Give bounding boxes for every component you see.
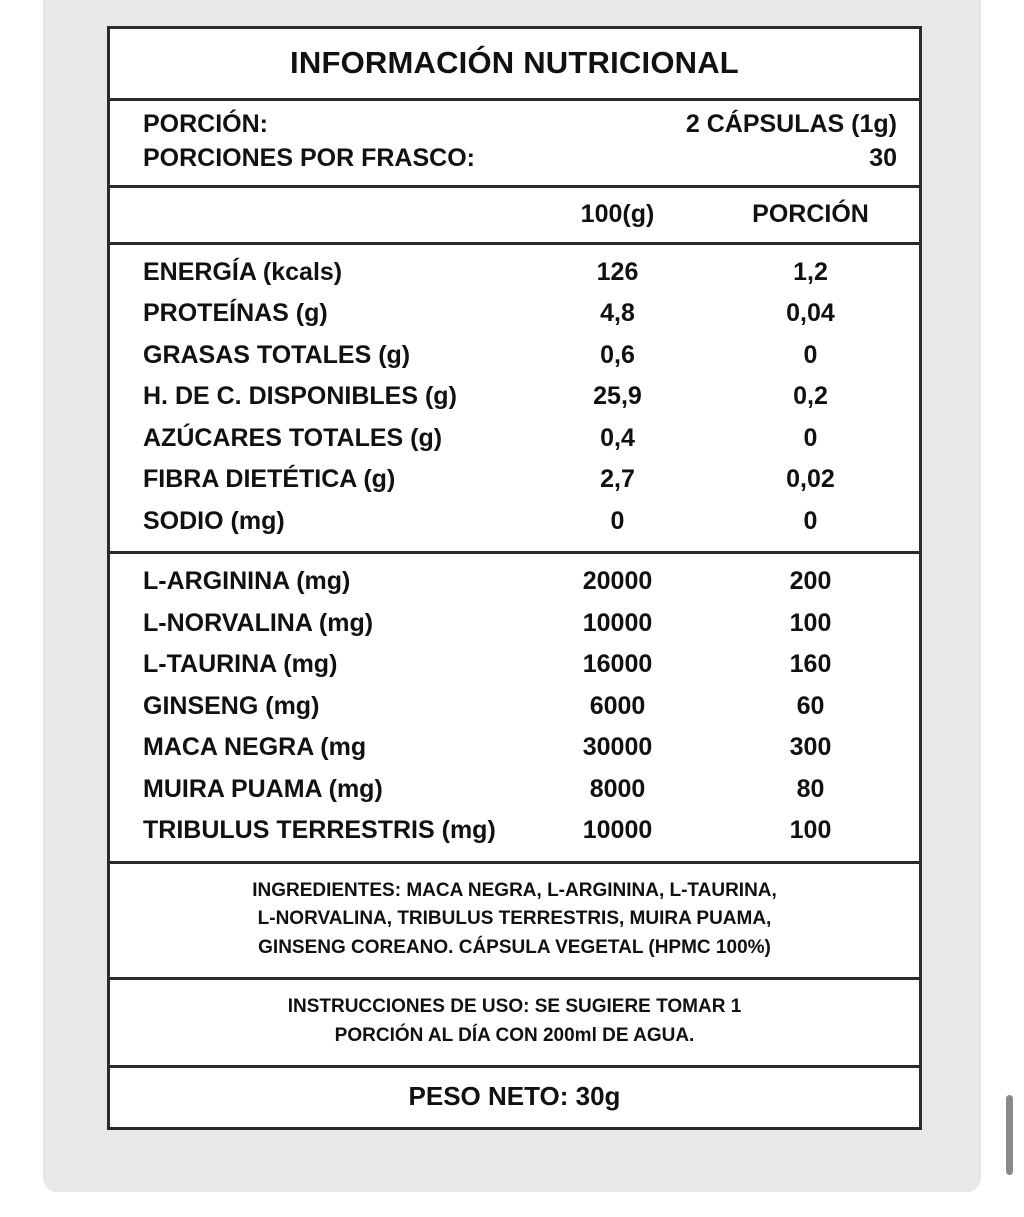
active-ingredient-row-per-100g: 8000 <box>589 774 646 803</box>
net-weight-text: PESO NETO: 30g <box>408 1080 621 1111</box>
portion-value: 2 CÁPSULAS (1g) <box>685 110 897 138</box>
active-ingredient-row-name: TRIBULUS TERRESTRIS (mg) <box>143 816 496 844</box>
nutrient-row-per-portion: 0 <box>803 340 818 369</box>
servings-value: 30 <box>869 144 897 173</box>
nutrient-row <box>110 418 919 460</box>
nutrient-row-name: ENERGÍA (kcals) <box>143 257 343 286</box>
nutrient-row-per-portion: 0,04 <box>786 299 835 327</box>
active-ingredient-row <box>110 769 919 811</box>
active-ingredient-row-name: MUIRA PUAMA (mg) <box>143 774 383 803</box>
active-ingredient-row <box>110 644 919 686</box>
active-ingredient-row-per-portion: 100 <box>789 816 832 844</box>
nutrient-row <box>110 376 919 418</box>
active-ingredient-row-per-100g: 6000 <box>589 691 646 720</box>
nutrient-row <box>110 459 919 501</box>
ingredients-text <box>110 864 919 978</box>
active-ingredient-row-name: L-TAURINA (mg) <box>143 650 338 678</box>
nutrient-row-per-100g: 2,7 <box>600 465 635 493</box>
nutrient-row <box>110 293 919 335</box>
nutrient-row-per-100g: 0,6 <box>600 340 635 369</box>
nutrient-row <box>110 335 919 377</box>
label-title: INFORMACIÓN NUTRICIONAL <box>290 45 739 80</box>
nutrient-row-name: PROTEÍNAS (g) <box>143 299 328 327</box>
instructions-line-1: INSTRUCCIONES DE USO: SE SUGIERE TOMAR 1 <box>287 996 742 1018</box>
nutrient-row-per-100g: 25,9 <box>593 382 642 410</box>
active-ingredient-row-name: GINSENG (mg) <box>143 691 320 720</box>
active-ingredient-row-per-portion: 60 <box>796 691 825 720</box>
nutrient-row-per-portion: 0 <box>803 506 818 535</box>
column-header-per-portion: PORCIÓN <box>752 199 869 228</box>
nutrient-row <box>110 252 919 294</box>
nutrient-row-per-100g: 0,4 <box>600 423 635 452</box>
servings-label: PORCIONES POR FRASCO: <box>143 144 475 173</box>
instructions-section <box>110 980 919 1068</box>
column-header-per-100g: 100(g) <box>580 199 655 228</box>
nutrient-row-per-100g: 126 <box>596 257 639 286</box>
serving-row <box>143 107 897 141</box>
nutrient-row-name: AZÚCARES TOTALES (g) <box>143 423 443 452</box>
nutrient-row-per-100g: 0 <box>610 506 625 535</box>
active-ingredients-section <box>110 554 919 864</box>
active-ingredient-row-per-100g: 20000 <box>582 567 653 595</box>
active-ingredient-row-per-portion: 160 <box>789 650 832 678</box>
active-ingredient-row-name: MACA NEGRA (mg <box>143 733 367 761</box>
active-ingredient-row-name: L-NORVALINA (mg) <box>143 608 374 637</box>
instructions-text <box>110 980 919 1065</box>
ingredients-line-1: INGREDIENTES: MACA NEGRA, L-ARGININA, L-TAURINA, <box>252 879 777 901</box>
nutrient-row <box>110 501 919 543</box>
active-ingredient-row-per-portion: 200 <box>789 567 832 595</box>
active-ingredient-row <box>110 810 919 852</box>
nutrient-row-name: FIBRA DIETÉTICA (g) <box>143 465 396 493</box>
active-ingredient-row-per-portion: 80 <box>796 774 825 803</box>
nutrition-facts-label <box>107 26 922 1130</box>
serving-section <box>110 101 919 188</box>
ingredients-line-2: L-NORVALINA, TRIBULUS TERRESTRIS, MUIRA PUAMA, <box>257 908 772 930</box>
nutrient-row-name: GRASAS TOTALES (g) <box>143 340 411 369</box>
nutrient-row-per-portion: 0 <box>803 423 818 452</box>
nutrient-row-per-portion: 1,2 <box>793 257 828 286</box>
active-ingredient-row <box>110 603 919 645</box>
title-section <box>110 29 919 101</box>
active-ingredient-row-per-100g: 10000 <box>582 608 653 637</box>
active-ingredient-row <box>110 727 919 769</box>
active-ingredient-row-per-100g: 30000 <box>582 733 653 761</box>
nutrient-row-per-portion: 0,02 <box>786 465 835 493</box>
net-weight-section <box>110 1068 919 1127</box>
nutrient-row-name: SODIO (mg) <box>143 506 285 535</box>
active-ingredient-row <box>110 686 919 728</box>
ingredients-section <box>110 864 919 981</box>
column-header-section <box>110 188 919 245</box>
active-ingredient-row <box>110 561 919 603</box>
nutrient-row-per-portion: 0,2 <box>793 382 828 410</box>
portion-label: PORCIÓN: <box>143 110 268 138</box>
active-ingredient-row-per-portion: 100 <box>789 608 832 637</box>
nutrients-section <box>110 245 919 555</box>
vertical-scrollbar-thumb[interactable] <box>1006 1095 1013 1175</box>
active-ingredient-row-per-portion: 300 <box>789 733 832 761</box>
servings-per-container-row <box>143 141 897 175</box>
active-ingredient-row-per-100g: 10000 <box>582 816 653 844</box>
nutrient-row-per-100g: 4,8 <box>600 299 635 327</box>
active-ingredient-row-name: L-ARGININA (mg) <box>143 567 351 595</box>
instructions-line-2: PORCIÓN AL DÍA CON 200ml DE AGUA. <box>334 1025 695 1046</box>
active-ingredient-row-per-100g: 16000 <box>582 650 653 678</box>
nutrient-row-name: H. DE C. DISPONIBLES (g) <box>143 382 457 410</box>
ingredients-line-3: GINSENG COREANO. CÁPSULA VEGETAL (HPMC 100%) <box>258 937 771 959</box>
column-header-row <box>110 188 919 242</box>
